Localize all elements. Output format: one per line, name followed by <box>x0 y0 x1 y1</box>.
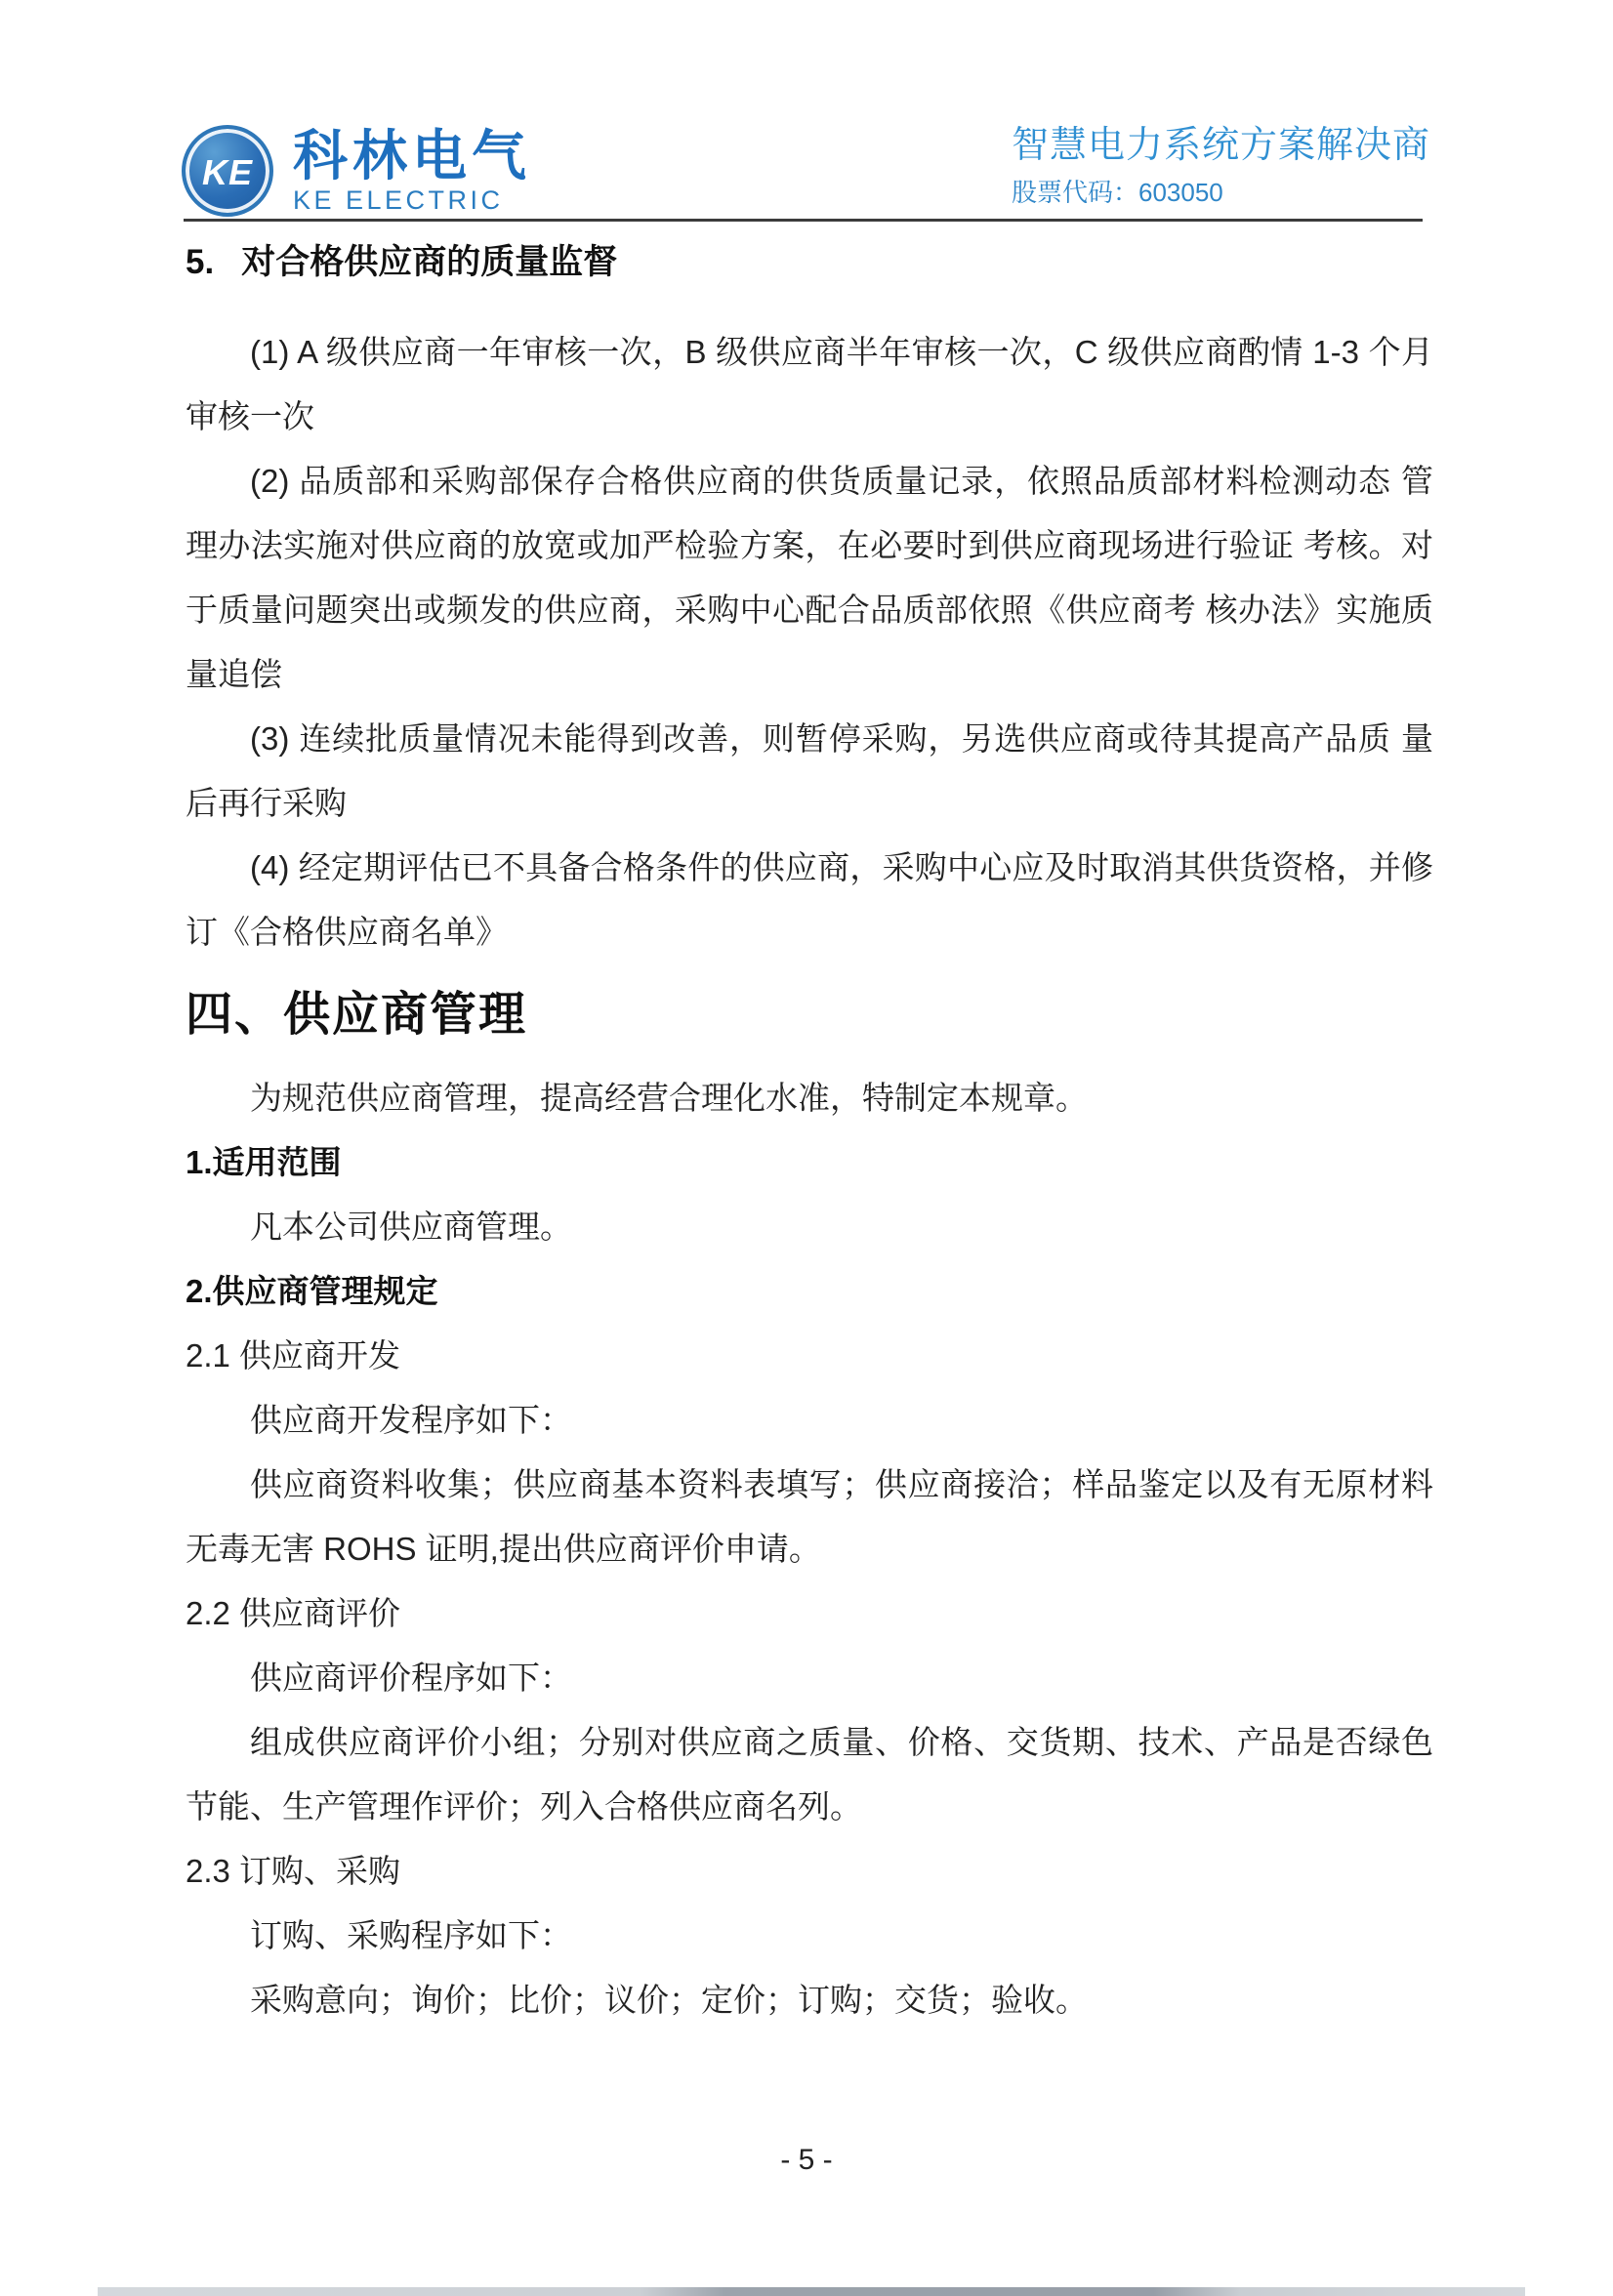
sub22-body: 组成供应商评价小组；分别对供应商之质量、价格、交货期、技术、产品是否绿色节能、生产管理作评价；列入合格供应商名列。 <box>186 1724 1433 1824</box>
sub21-lead: 供应商开发程序如下： <box>250 1402 572 1438</box>
company-name-block <box>293 124 531 215</box>
scan-edge-artifact <box>98 2287 1525 2296</box>
paragraph-item-1: (1) A 级供应商一年审核一次，B 级供应商半年审核一次，C 级供应商酌情 1-3 个月审核一次 <box>186 334 1433 434</box>
sub2-heading: 2.供应商管理规定 <box>186 1273 438 1309</box>
section5-number: 5. <box>186 243 215 281</box>
section5-heading <box>186 228 1433 297</box>
sub21-heading: 2.1 供应商开发 <box>186 1337 401 1374</box>
stock-code: 股票代码：603050 <box>1011 178 1223 207</box>
company-name-cn: 科林电气 <box>293 124 531 186</box>
section5-title-text: 对合格供应商的质量监督 <box>241 243 618 281</box>
sub23-lead: 订购、采购程序如下： <box>250 1917 572 1953</box>
paragraph-item-3: (3) 连续批质量情况未能得到改善，则暂停采购，另选供应商或待其提高产品质 量后再行采购 <box>186 720 1433 821</box>
sub22-lead: 供应商评价程序如下： <box>250 1660 572 1696</box>
sub21-body: 供应商资料收集；供应商基本资料表填写；供应商接洽；样品鉴定以及有无原材料无毒无害 ROHS 证明,提出供应商评价申请。 <box>186 1466 1433 1567</box>
header-divider <box>184 219 1423 222</box>
page-number: - 5 - <box>780 2144 833 2176</box>
sub22-heading: 2.2 供应商评价 <box>186 1595 401 1631</box>
company-logo <box>182 125 531 217</box>
company-tagline: 智慧电力系统方案解决商 <box>1011 125 1430 166</box>
sub1-body: 凡本公司供应商管理。 <box>250 1209 572 1245</box>
sub23-heading: 2.3 订购、采购 <box>186 1853 401 1889</box>
sub1-heading: 1.适用范围 <box>186 1144 342 1180</box>
section4-intro: 为规范供应商管理，提高经营合理化水准，特制定本规章。 <box>250 1080 1088 1116</box>
header-tagline-block <box>1012 127 1430 205</box>
ke-logo-monogram: KE <box>201 152 253 192</box>
paragraph-item-4: (4) 经定期评估已不具备合格条件的供应商，采购中心应及时取消其供货资格，并修订《合格供应商名单》 <box>186 849 1433 950</box>
company-name-en: KE ELECTRIC <box>293 184 504 215</box>
document-body <box>186 228 1433 2032</box>
paragraph-item-2: (2) 品质部和采购部保存合格供应商的供货质量记录，依照品质部材料检测动态 管理办法实施对供应商的放宽或加严检验方案，在必要时到供应商现场进行验证 考核。对于质量问题突出或频发的供应商，采购中心配合品质部依照《供应商考 核办法》实施质量追偿 <box>186 463 1433 692</box>
section4-heading: 四、供应商管理 <box>186 989 528 1041</box>
ke-logo-icon <box>182 125 273 217</box>
sub23-body: 采购意向；询价；比价；议价；定价；订购；交货；验收。 <box>250 1982 1088 2018</box>
